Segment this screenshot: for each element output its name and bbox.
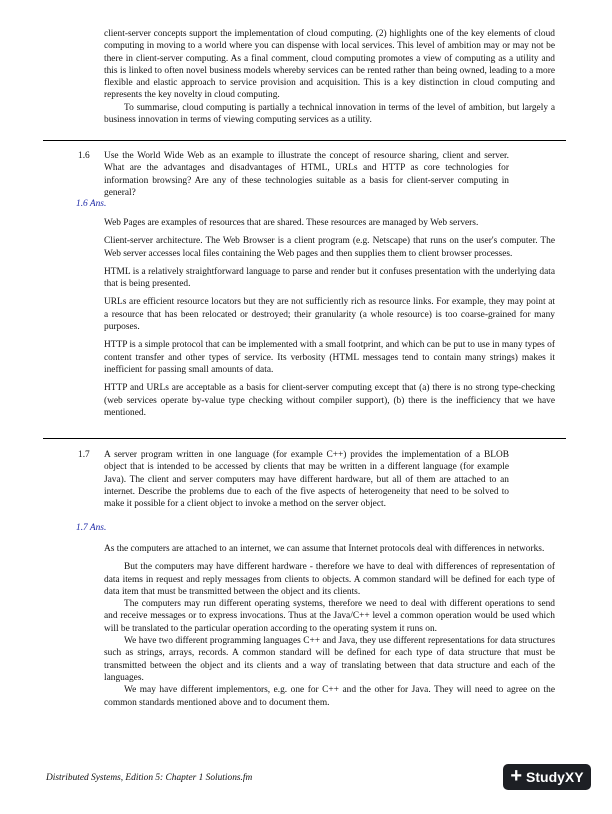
footer-text: Distributed Systems, Edition 5: Chapter 1 Solutions.fm [46,773,253,783]
paragraph: HTML is a relatively straightforward language to parse and render but it confuses presentation with the underlying data that is being presented. [104,266,555,290]
paragraph: URLs are efficient resource locators but they are not sufficiently rich as resource links. For example, they may point at a resource that has been relocated or destroyed; their granularity (a whole resource) is too coarse-grained for many purposes. [104,297,555,333]
paragraph: client-server concepts support the implementation of cloud computing. (2) highlights one of the key elements of cloud computing in moving to a world where you can dispense with local services. This level of ambition may or may not be there in client-server computing. As a final comment, cloud computing promotes a view of computing as a utility and this is linked to often novel business models whereby services can be rented rather than being owned, leading to a more flexible and elastic approach to service provision and acquisition. This is a key distinction in cloud computing and represents the key novelty in cloud computing. [104,29,555,101]
top-section [104,28,555,126]
paragraph: As the computers are attached to an internet, we can assume that Internet protocols deal with differences in networks. [104,544,545,554]
paragraph: Client-server architecture. The Web Browser is a client program (e.g. Netscape) that runs on the user's computer. The Web server accesses local files containing the Web pages and then supplies them to client browser processes. [104,236,555,259]
paragraph: But the computers may have different hardware - therefore we have to deal with differences of representation of data items in request and reply messages from clients to objects. A common standard will be defined for each type of data item that must be transmitted between the object and its clients. [104,562,555,597]
paragraph: To summarise, cloud computing is partially a technical innovation in terms of the level of ambition, but largely a business innovation in terms of viewing computing services as a utility. [104,102,555,126]
question-number: 1.6 [78,151,90,161]
paragraph: The computers may run different operating systems, therefore we need to deal with different operations to send and receive messages or to express invocations. Thus at the Java/C++ level a common operation would be used which will be translated to the particular operation according to the operating system it runs on. [104,599,555,634]
answer-label: 1.6 Ans. [76,199,107,209]
answer-label: 1.7 Ans. [76,523,107,533]
question-1-6 [104,150,509,199]
paragraph: We may have different implementors, e.g. one for C++ and the other for Java. They will need to agree on the common standards mentioned above and to document them. [104,685,555,708]
divider [43,140,566,141]
answer-1-6 [104,217,555,425]
studyxy-logo [503,764,591,790]
question-1-7 [104,449,509,510]
divider [43,438,566,439]
paragraph: HTTP and URLs are acceptable as a basis for client-server computing except that (a) there is no strong type-checking (web services operate by-value type checking without compiler support), (b) there is the inefficiency that we have mentioned. [104,383,555,418]
question-text: Use the World Wide Web as an example to illustrate the concept of resource sharing, client and server. What are the advantages and disadvantages of HTML, URLs and HTTP as core technologies for information browsing? Are any of these technologies suitable as a basis for client-server computing in general? [104,151,509,198]
logo-text: StudyXY [526,769,584,785]
paragraph: HTTP is a simple protocol that can be implemented with a small footprint, and which can be put to use in many types of content transfer and other types of service. Its verbosity (HTML messages tend to contain many strings) makes it inefficient for passing small amounts of data. [104,340,555,375]
question-number: 1.7 [78,450,90,460]
answer-1-7 [104,543,555,709]
plus-icon: + [510,764,523,787]
paragraph: We have two different programming languages C++ and Java, they use different representations for data structures such as strings, arrays, records. A common standard will be defined for each type of data structure that must be transmitted between the object and its clients and a way of translating between that data structure and each of the languages. [104,636,555,683]
question-text: A server program written in one language (for example C++) provides the implementation of a BLOB object that is intended to be accessed by clients that may be written in a different language (for example Java). The client and server computers may have different hardware, but all of them are attached to an internet. Describe the problems due to each of the five aspects of heterogeneity that need to be solved to make it possible for a client object to invoke a method on the server object. [104,450,509,510]
paragraph: Web Pages are examples of resources that are shared. These resources are managed by Web servers. [104,218,479,228]
